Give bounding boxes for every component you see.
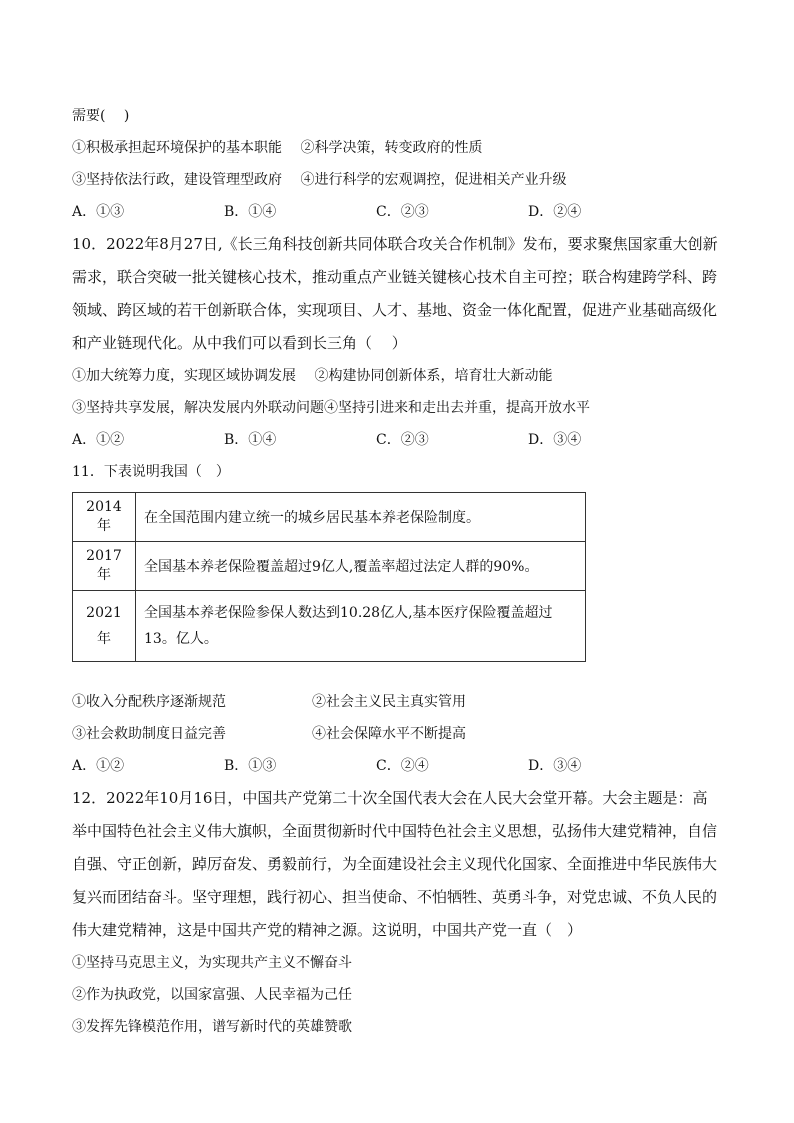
q10-choices [72, 424, 722, 456]
q10-statement-1-2: ①加大统筹力度，实现区域协调发展 ②构建协同创新体系，培育壮大新动能 [72, 368, 553, 384]
q9-choices [72, 196, 722, 228]
q10-choice-b[interactable]: B．①④ [224, 432, 277, 448]
q9-stem-tail: 需要( ) [72, 108, 130, 124]
q11-statement-2: ②社会主义民主真实管用 [312, 694, 466, 710]
q11-statement-3: ③社会救助制度日益完善 [72, 726, 226, 742]
table-year-cell: 2014年 [73, 493, 136, 542]
q11-choice-b[interactable]: B．①③ [224, 758, 277, 774]
table-year-cell: 2017年 [73, 542, 136, 591]
q10-statement-3-4: ③坚持共享发展，解决发展内外联动问题④坚持引进来和走出去并重，提高开放水平 [72, 400, 590, 416]
table-text-cell: 全国基本养老保险覆盖超过9亿人,覆盖率超过法定人群的90%。 [136, 542, 586, 591]
q12-stem: 12．2022年10月16日，中国共产党第二十次全国代表大会在人民大会堂开幕。大会主题是：高举中国特色社会主义伟大旗帜，全面贯彻新时代中国特色社会主义思想，弘扬伟大建党精神，自信自强、守正创新，踔厉奋发、勇毅前行，为全面建设社会主义现代化国家、全面推进中华民族伟大复兴而团结奋斗。坚守理想，践行初心、担当使命、不怕牺牲、英勇斗争，对党忠诚、不负人民的伟大建党精神，这是中国共产党的精神之源。这说明，中国共产党一直（ ） [72, 789, 718, 939]
table-text-cell: 全国基本养老保险参保人数达到10.28亿人,基本医疗保险覆盖超过13。亿人。 [136, 591, 586, 662]
q10-stem: 10．2022年8月27日,《长三角科技创新共同体联合攻关合作机制》发布，要求聚焦国家重大创新需求，联合突破一批关键核心技术，推动重点产业链关键核心技术自主可控；联合构建跨学科、跨领域、跨区域的若干创新联合体，实现项目、人才、基地、资金一体化配置，促进产业基础高级化和产业链现代化。从中我们可以看到长三角（ ） [72, 235, 718, 352]
exam-page [72, 100, 722, 1043]
q9-choice-b[interactable]: B．①④ [224, 204, 277, 220]
table-text-cell: 在全国范围内建立统一的城乡居民基本养老保险制度。 [136, 493, 586, 542]
q9-choice-c[interactable]: C．②③ [376, 204, 429, 220]
table-row [73, 542, 586, 591]
q11-choice-c[interactable]: C．②④ [376, 758, 429, 774]
q11-statement-4: ④社会保障水平不断提高 [312, 726, 466, 742]
q11-choice-d[interactable]: D．③④ [528, 758, 582, 774]
q12-statement-1: ①坚持马克思主义，为实现共产主义不懈奋斗 [72, 955, 352, 971]
q12-statement-3: ③发挥先锋模范作用，谱写新时代的英雄赞歌 [72, 1019, 352, 1035]
q9-choice-a[interactable]: A．①③ [72, 204, 125, 220]
q9-statement-3-4: ③坚持依法行政，建设管理型政府 ④进行科学的宏观调控，促进相关产业升级 [72, 172, 567, 188]
q10-choice-c[interactable]: C．②③ [376, 432, 429, 448]
q11-statement-1: ①收入分配秩序逐渐规范 [72, 694, 226, 710]
q10-choice-a[interactable]: A．①② [72, 432, 125, 448]
q9-choice-d[interactable]: D．②④ [528, 204, 582, 220]
q11-table [72, 492, 586, 662]
q11-stem: 11．下表说明我国（ ） [72, 464, 230, 480]
table-row [73, 591, 586, 662]
q11-choice-a[interactable]: A．①② [72, 758, 125, 774]
table-row [73, 493, 586, 542]
q11-statement-row-1 [72, 686, 722, 718]
q11-statement-row-2 [72, 718, 722, 750]
q12-statement-2: ②作为执政党，以国家富强、人民幸福为己任 [72, 987, 352, 1003]
q10-choice-d[interactable]: D．③④ [528, 432, 582, 448]
q9-statement-1-2: ①积极承担起环境保护的基本职能 ②科学决策，转变政府的性质 [72, 140, 483, 156]
q11-choices [72, 750, 722, 782]
table-year-cell: 2021年 [73, 591, 136, 662]
